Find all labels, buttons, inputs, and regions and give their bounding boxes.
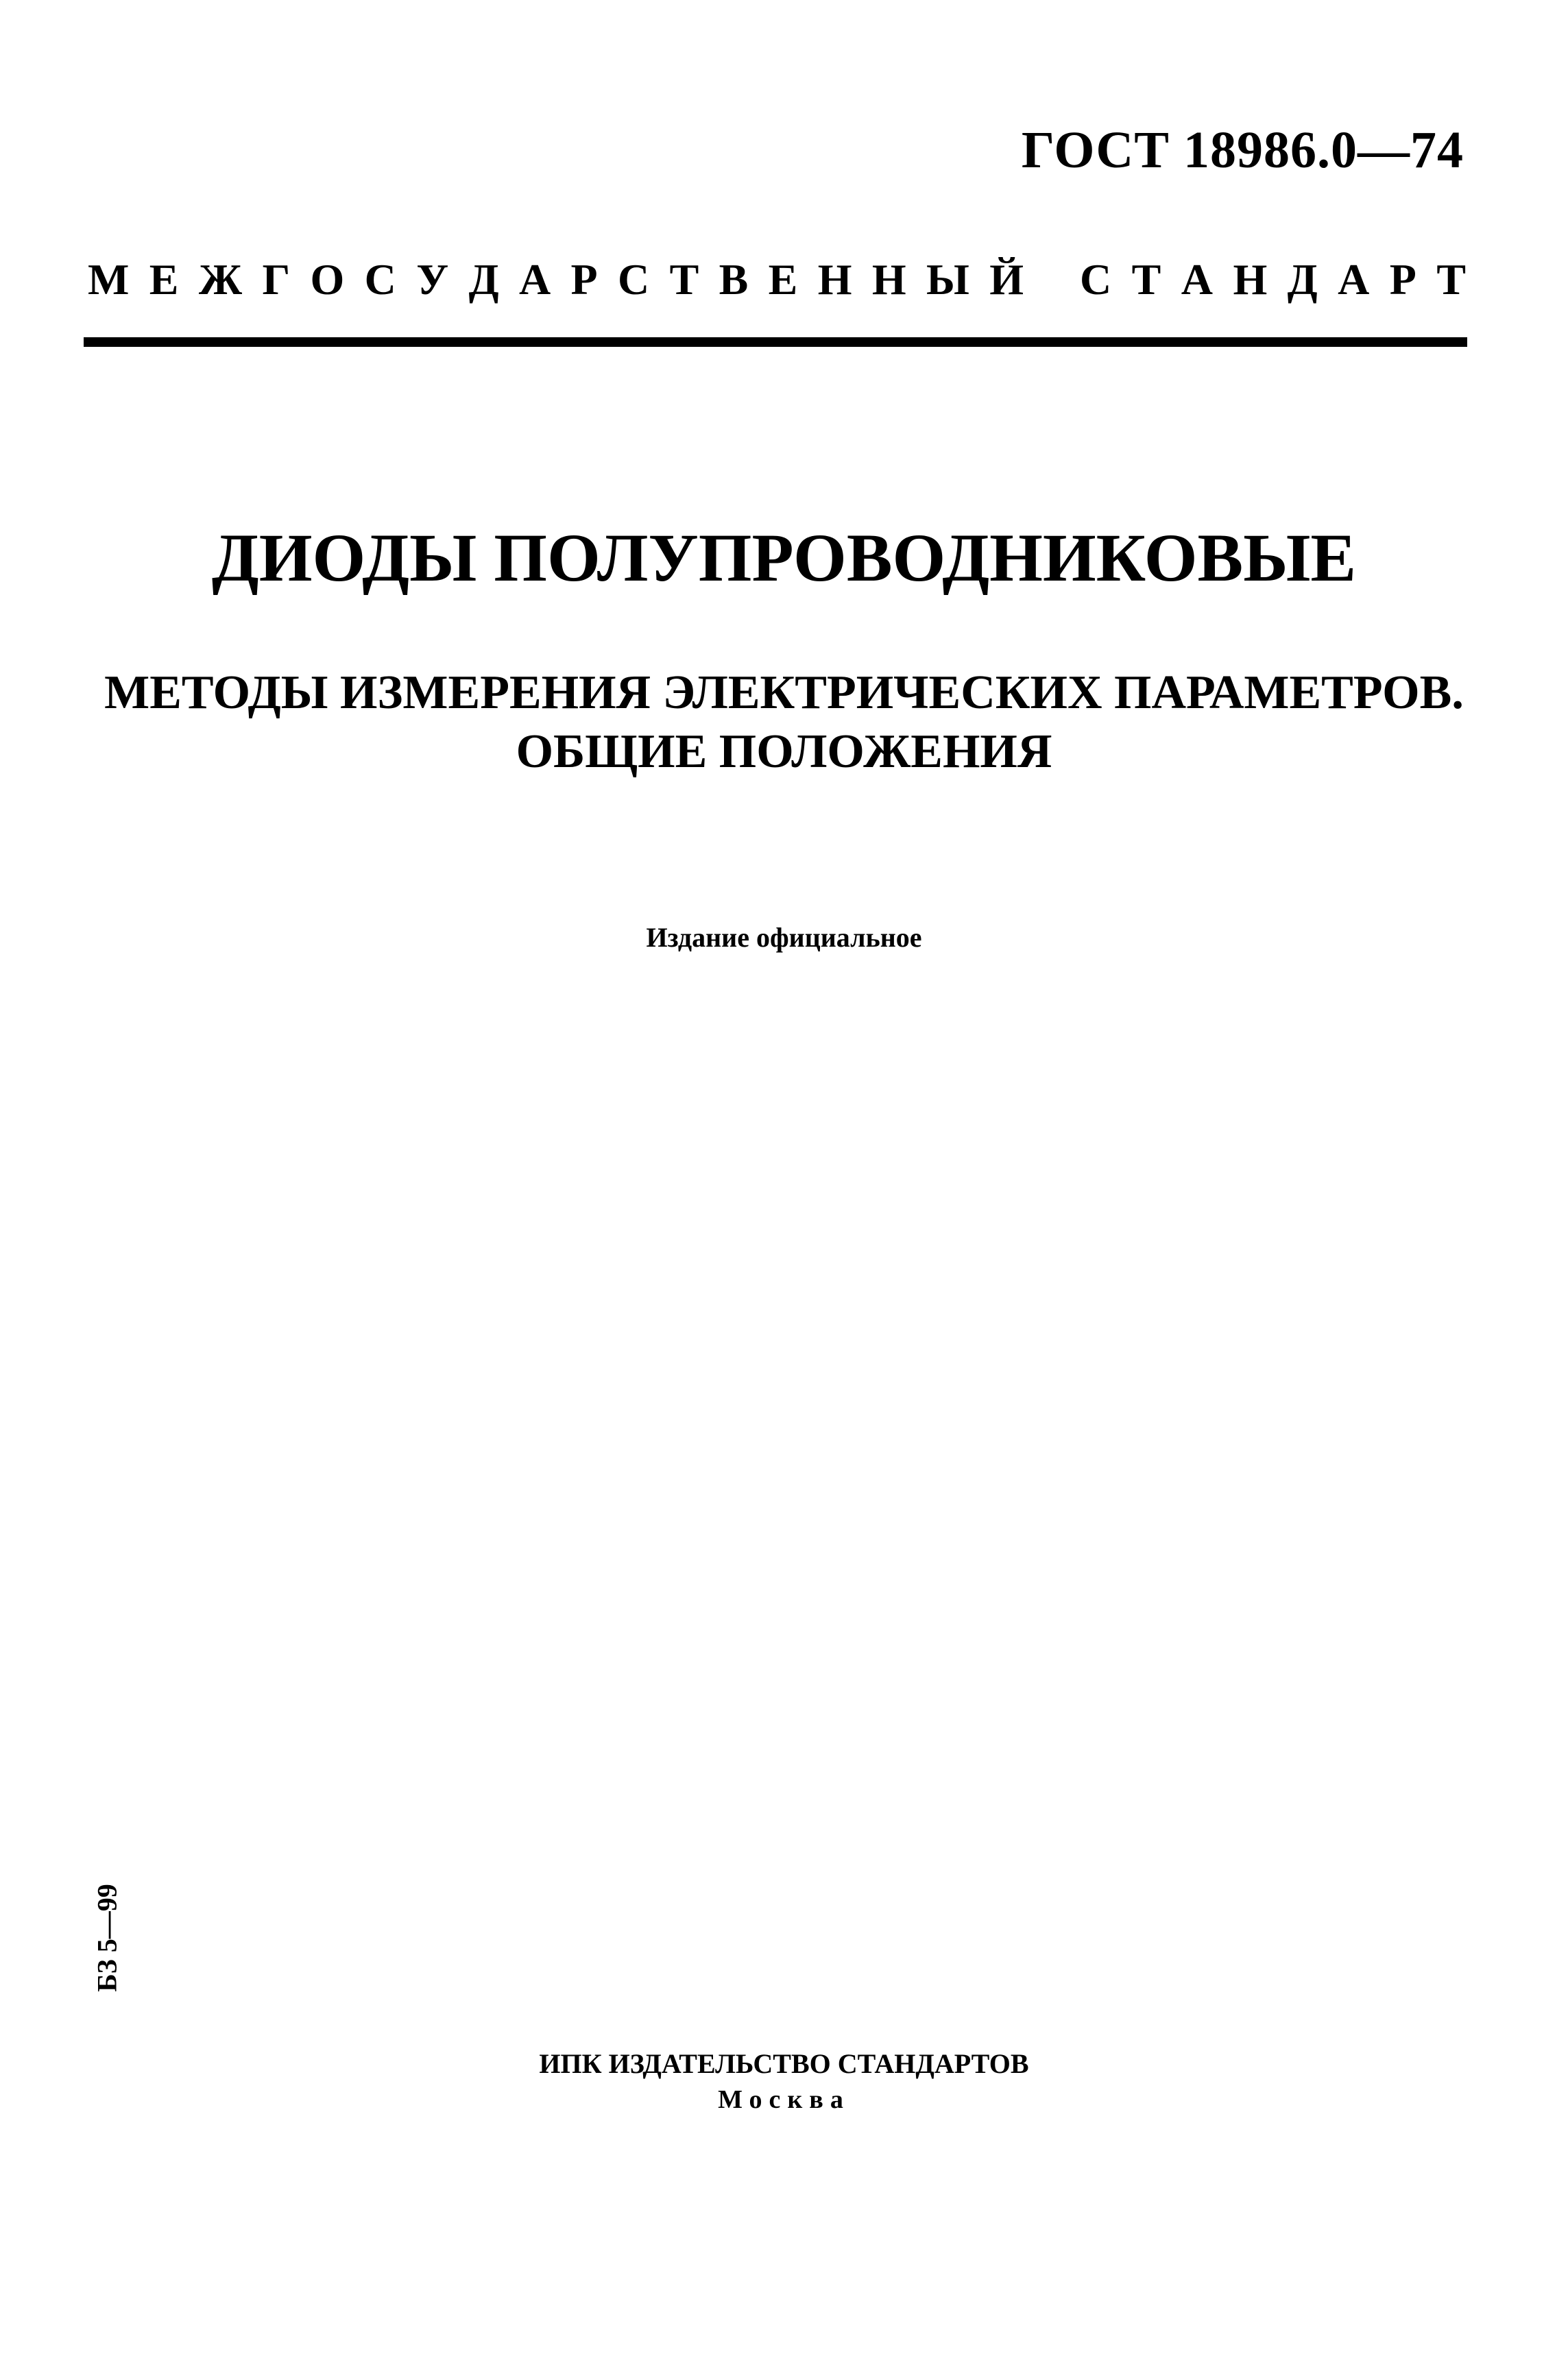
letter: В bbox=[719, 255, 749, 304]
letter: Й bbox=[989, 255, 1024, 304]
letter: Т bbox=[669, 255, 699, 304]
document-subtitle bbox=[0, 664, 1568, 781]
letter: У bbox=[416, 255, 449, 304]
side-code: БЗ 5—99 bbox=[91, 1884, 123, 1992]
letter: М bbox=[88, 255, 130, 304]
letter: С bbox=[1080, 255, 1112, 304]
standard-kind-word-2 bbox=[1080, 255, 1466, 304]
letter: А bbox=[1338, 255, 1370, 304]
letter: Д bbox=[1287, 255, 1318, 304]
letter: Г bbox=[262, 255, 291, 304]
letter: Н bbox=[817, 255, 852, 304]
letter: О bbox=[310, 255, 345, 304]
header-divider bbox=[84, 337, 1467, 347]
letter: С bbox=[364, 255, 396, 304]
gost-number: ГОСТ 18986.0—74 bbox=[1021, 121, 1464, 179]
letter: Е bbox=[149, 255, 179, 304]
publisher-name: ИПК ИЗДАТЕЛЬСТВО СТАНДАРТОВ bbox=[539, 2048, 1029, 2079]
letter: А bbox=[518, 255, 551, 304]
edition-note: Издание официальное bbox=[646, 922, 922, 953]
letter: Р bbox=[1389, 255, 1416, 304]
letter: Т bbox=[1436, 255, 1466, 304]
letter: Д bbox=[468, 255, 499, 304]
letter: Н bbox=[871, 255, 906, 304]
subtitle-line-2: ОБЩИЕ ПОЛОЖЕНИЯ bbox=[516, 725, 1052, 778]
subtitle-line-1: МЕТОДЫ ИЗМЕРЕНИЯ ЭЛЕКТРИЧЕСКИХ ПАРАМЕТРОВ. bbox=[104, 666, 1464, 719]
letter: Ы bbox=[926, 255, 969, 304]
letter: А bbox=[1181, 255, 1213, 304]
standard-kind-heading bbox=[88, 255, 1466, 304]
letter: Т bbox=[1131, 255, 1161, 304]
letter: С bbox=[618, 255, 650, 304]
publisher-block bbox=[0, 2046, 1568, 2117]
letter: Н bbox=[1233, 255, 1268, 304]
publisher-city: Москва bbox=[718, 2085, 850, 2114]
standard-kind-word-1 bbox=[88, 255, 1024, 304]
letter: Е bbox=[768, 255, 798, 304]
document-title: ДИОДЫ ПОЛУПРОВОДНИКОВЫЕ bbox=[211, 520, 1357, 596]
letter: Ж bbox=[198, 255, 243, 304]
letter: Р bbox=[570, 255, 598, 304]
